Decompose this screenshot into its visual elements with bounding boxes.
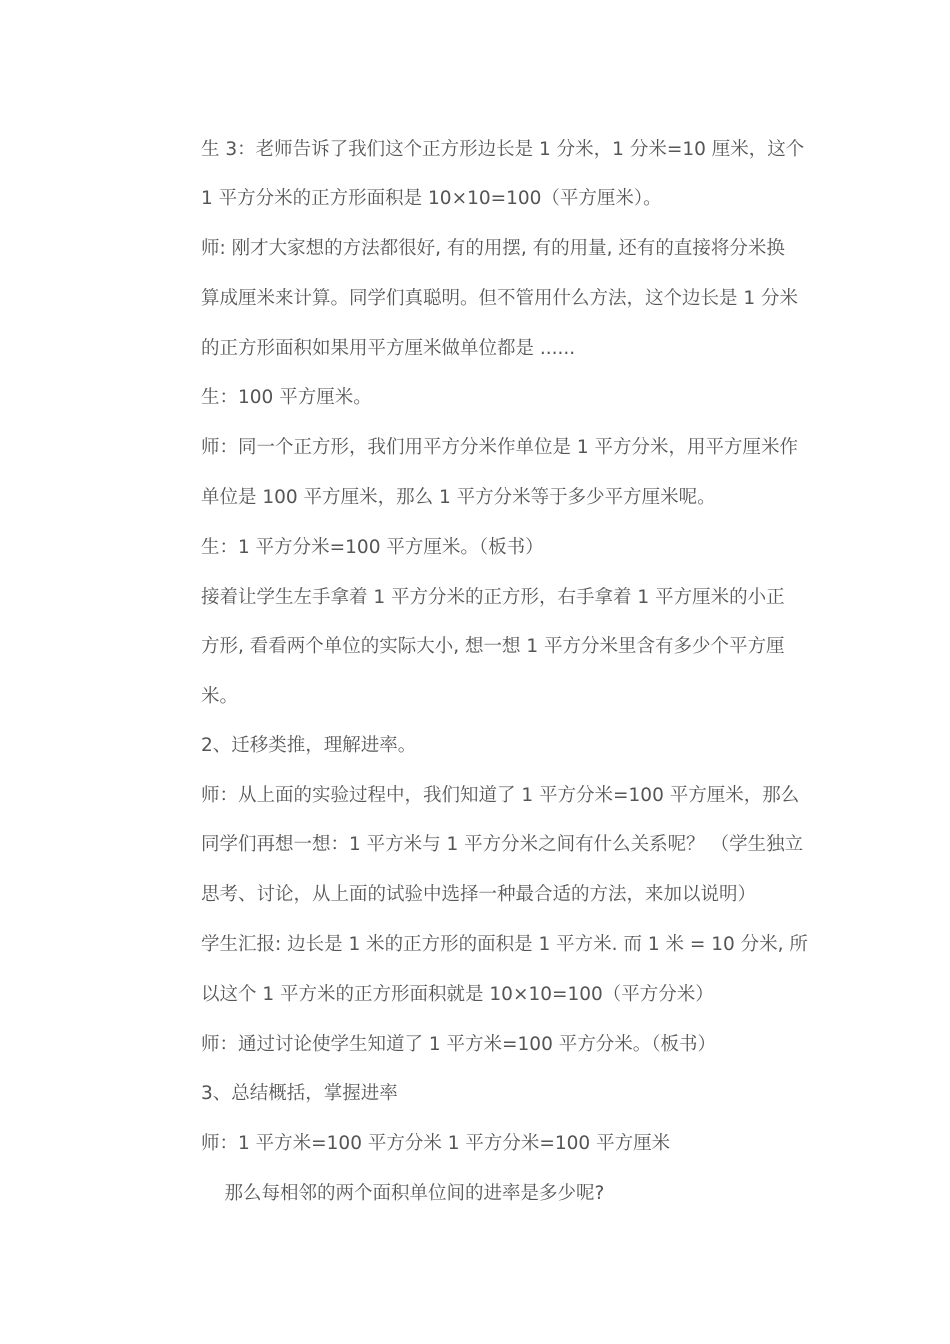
text-line: 那么每相邻的两个面积单位间的进率是多少呢?: [201, 1183, 605, 1204]
text-line: 以这个 1 平方米的正方形面积就是 10×10=100（平方分米）: [201, 984, 714, 1005]
text-line: 学生汇报: 边长是 1 米的正方形的面积是 1 平方米. 而 1 米 = 10 分米, 所: [201, 934, 808, 955]
text-line: 师：从上面的实验过程中，我们知道了 1 平方分米=100 平方厘米，那么: [201, 785, 800, 806]
text-line: 师：通过讨论使学生知道了 1 平方米=100 平方分米。（板书）: [201, 1034, 716, 1055]
text-line: 接着让学生左手拿着 1 平方分米的正方形，右手拿着 1 平方厘米的小正: [201, 587, 785, 608]
text-line: 单位是 100 平方厘米，那么 1 平方分米等于多少平方厘米呢。: [201, 487, 716, 508]
text-line: 算成厘米来计算。同学们真聪明。但不管用什么方法，这个边长是 1 分米: [201, 288, 799, 309]
text-line: 同学们再想一想：1 平方米与 1 平方分米之间有什么关系呢？ （学生独立: [201, 834, 804, 855]
text-line: 师: 刚才大家想的方法都很好, 有的用摆, 有的用量, 还有的直接将分米换: [201, 238, 785, 259]
section-heading: 2、迁移类推，理解进率。: [201, 735, 417, 756]
text-line: 师：同一个正方形，我们用平方分米作单位是 1 平方分米，用平方厘米作: [201, 437, 799, 458]
text-line: 思考、讨论，从上面的试验中选择一种最合适的方法，来加以说明）: [201, 884, 757, 905]
section-heading: 3、总结概括，掌握进率: [201, 1083, 398, 1104]
text-line: 生：1 平方分米=100 平方厘米。（板书）: [201, 537, 544, 558]
text-line: 1 平方分米的正方形面积是 10×10=100（平方厘米）。: [201, 188, 662, 209]
text-line: 师：1 平方米=100 平方分米 1 平方分米=100 平方厘米: [201, 1133, 671, 1154]
text-line: 米。: [201, 686, 239, 707]
text-line: 的正方形面积如果用平方厘米做单位都是 ......: [201, 338, 576, 359]
text-line: 生：100 平方厘米。: [201, 387, 372, 408]
text-line: 方形, 看看两个单位的实际大小, 想一想 1 平方分米里含有多少个平方厘: [201, 636, 785, 657]
text-line: 生 3：老师告诉了我们这个正方形边长是 1 分米，1 分米=10 厘米，这个: [201, 139, 805, 160]
